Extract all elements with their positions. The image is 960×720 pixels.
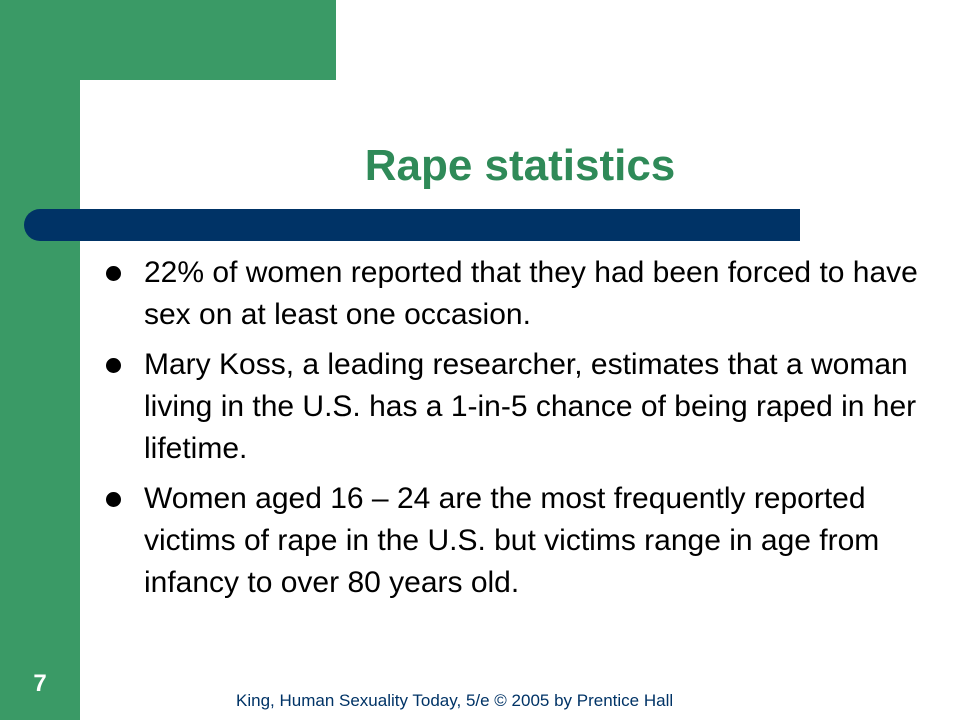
- bullet-item-3: [104, 478, 924, 604]
- content-corner-curve: [80, 80, 140, 140]
- left-green-sidebar: [0, 0, 80, 720]
- bullet-dot-icon: [106, 492, 121, 507]
- bullet-text: Mary Koss, a leading researcher, estimates that a woman living in the U.S. has a 1-in-5 chance of being raped in her lifetime.: [144, 348, 917, 465]
- bullet-item-1: [104, 252, 924, 336]
- bullet-text: Women aged 16 – 24 are the most frequently reported victims of rape in the U.S. but victims range in age from infancy to over 80 years old.: [144, 482, 880, 599]
- bullet-dot-icon: [106, 358, 121, 373]
- top-green-band: [0, 0, 336, 80]
- bullet-list: [104, 252, 924, 612]
- bullet-dot-icon: [106, 266, 121, 281]
- slide-title: Rape statistics: [364, 141, 676, 190]
- bullet-text: 22% of women reported that they had been forced to have sex on at least one occasion.: [144, 256, 918, 331]
- bullet-item-2: [104, 344, 924, 470]
- title-underline-bar: [24, 209, 800, 241]
- slide-number: 7: [33, 670, 47, 697]
- footer-citation: King, Human Sexuality Today, 5/e © 2005 by Prentice Hall: [236, 691, 674, 710]
